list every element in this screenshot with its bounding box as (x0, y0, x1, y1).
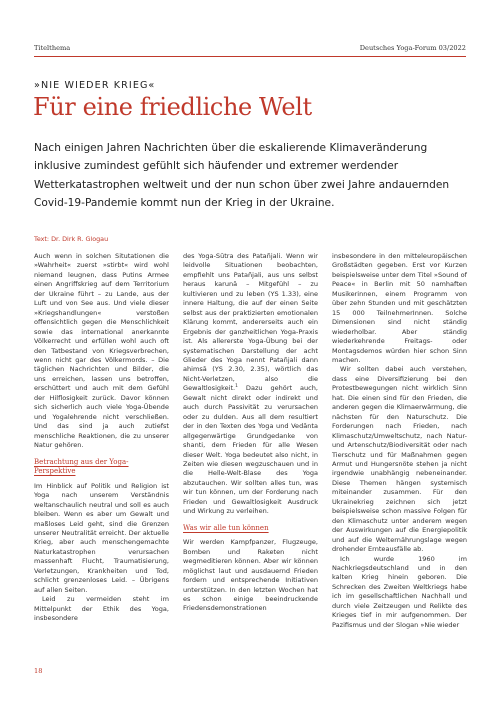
paragraph: Auch wenn in solchen Situtationen die »Wahrheit« zuerst »stirbt« wird wohl niemand leugnen, dass Putins Armee einen Angriffskrieg auf dem Territorium der Ukraine führt – zu Lande, aus der Luft und von See aus. Und viele dieser »Kriegshandlungen« verstoßen offensichtlich gegen die Menschlichkeit sowie das international anerkannte Völkerrecht und erfüllen wohl auch oft den Tatbestand von Kriegsverbrechen, wenn nicht gar des Völkermords. – Die täglichen Nachrichten und Bilder, die uns erreichen, lassen uns betroffen, erschüttert und auch mit dem Gefühl der Hilflosigkeit zurück. Davor können sich sicherlich auch viele Yoga-Übende und Yogalehrende nicht verschließen. Und das sind ja auch zutiefst menschliche Reaktionen, die zu unserer Natur gehören. (34, 252, 169, 450)
text-column-3 (332, 252, 467, 630)
paragraph: insbesondere in den mitteleuropäischen Großstädten gegeben. Erst vor Kurzen beispielsweise unter dem Titel »Sound of Peace« in Berlin mit 50 namhaften Musikerinnen, einem Programm von über zehn Stunden und mit geschätzten 15 000 TeilnehmerInnen. Solche Dimensionen sind nicht ständig wiederholbar. Aber ständig wiederkehrende Freitags- oder Montagsdemos würden hier schon Sinn machen. (332, 252, 467, 364)
article-kicker: »NIE WIEDER KRIEG« (34, 80, 156, 91)
running-header (34, 44, 466, 56)
publication-label: Deutsches Yoga-Forum 03/2022 (359, 44, 466, 52)
header-rule (34, 56, 466, 57)
paragraph: Wir sollten dabei auch verstehen, dass eine Diversifizierung bei den Protestbewegungen nicht wirklich Sinn hat. Die einen sind für den Frieden, die anderen gegen die Klimaerwärmung, die nächsten für den Naturschutz. Die Forderungen nach Frieden, nach Klimaschutz/Umweltschutz, nach Natur- und Artenschutz/Biodiversität oder nach Tierschutz und für Maßnahmen gegen Armut und Hungersnöte stehen ja nicht irgendwie unabhängig nebeneinander. Diese Themen hängen systemisch miteinander zusammen. Für den Ukrainekrieg zeichnen sich jetzt beispielsweise schon massive Folgen für den Klimaschutz unter anderem wegen der Auswirkungen auf die Energiepolitik und auf die Welternährungslage wegen drohender Ernteausfälle ab. (332, 365, 467, 554)
article-title: Für eine friedliche Welt (33, 93, 312, 121)
footnote-marker[interactable]: 1 (235, 384, 238, 390)
paragraph: Wir werden Kampfpanzer, Flugzeuge, Bomben und Raketen nicht wegmeditieren können. Aber wir können möglichst laut und ausdauernd Frieden fordern und entsprechende Initiativen unterstützen. In den letzten Wochen hat es schon einige beeindruckende Friedensdemonstrationen (183, 538, 318, 613)
article-author: Text: Dr. Dirk R. Glogau (34, 235, 109, 243)
paragraph: Ich wurde 1960 im Nachkriegsdeutschland und in den kalten Krieg hinein geboren. Die Schrecken des Zweiten Weltkriegs habe ich im gesellschaftlichen Nachhall und durch viele Zeitzeugen und Relikte des Krieges tief in mir aufgenommen. Der Pazifismus und der Slogan »Nie wieder (332, 554, 467, 629)
article-lead: Nach einigen Jahren Nachrichten über die eskalierende Klimaveränderung inklusive zumindest gefühlt sich häufender und extremer werdender Wetterkatastrophen weltweit und der nun schon über zwei Jahre andauernden Covid-19-Pandemie kommt nun der Krieg in der Ukraine. (34, 142, 450, 209)
paragraph: Leid zu vermeiden steht im Mittelpunkt der Ethik des Yoga, insbesondere (34, 595, 169, 623)
section-label: Titelthema (34, 44, 71, 52)
paragraph-part: des Yoga-Sūtra des Patañjali. Wenn wir leidvolle Situationen beobachten, empfiehlt uns Patañjali, aus uns selbst heraus karunā – Mitgefühl – zu kultivieren und zu leben (YS 1.33), eine innere Haltung, die auf der einen Seite selbst aus der praktizierten emotionalen Klärung kommt, andererseits auch ein Ergebnis der ganzheitlichen Yoga-Praxis ist. Als allererste Yoga-Übung bei der systematischen Darstellung der acht Glieder des Yoga nennt Patañjali dann ahimsā (YS 2.30, 2.35), wörtlich das Nicht-Verletzen, also die Gewaltlosigkeit. (183, 252, 318, 393)
section-subhead: Betrachtung aus der Yoga-Perspektive (34, 457, 129, 476)
page-number: 18 (34, 667, 43, 675)
paragraph-part: Dazu gehört auch, Gewalt nicht direkt oder indirekt und auch durch Passivität zu verursachen oder zu dulden. Aus all dem resultiert der in den Texten des Yoga und Vedānta allgegenwärtige Grundgedanke von shanti, dem Frieden für alle Wesen dieser Welt. Yoga bedeutet also nicht, in Zeiten wie diesen wegzuschauen und in die Helle-Welt-Blase des Yoga abzutauchen. Wir sollten alles tun, was wir tun können, um der Forderung nach Frieden und Gewaltlosigkeit Ausdruck und Wirkung zu verleihen. (183, 384, 318, 516)
paragraph: Im Hinblick auf Politik und Religion ist Yoga nach unserem Verständnis weltanschaulich neutral und soll es auch bleiben. Wenn es aber um Gewalt und maßloses Leid geht, sind die Grenzen unserer Neutralität erreicht. Der aktuelle Krieg, aber auch menschengemachte Naturkatastrophen verursachen massenhaft Flucht, Traumatisierung, Verletzungen, Krankheiten und Tod, schlicht grenzenloses Leid. – Übrigens auf allen Seiten. (34, 481, 169, 594)
section-subhead: Was wir alle tun können (183, 523, 269, 532)
text-column-1 (34, 252, 169, 624)
text-column-2 (183, 252, 318, 614)
paragraph (183, 252, 318, 517)
